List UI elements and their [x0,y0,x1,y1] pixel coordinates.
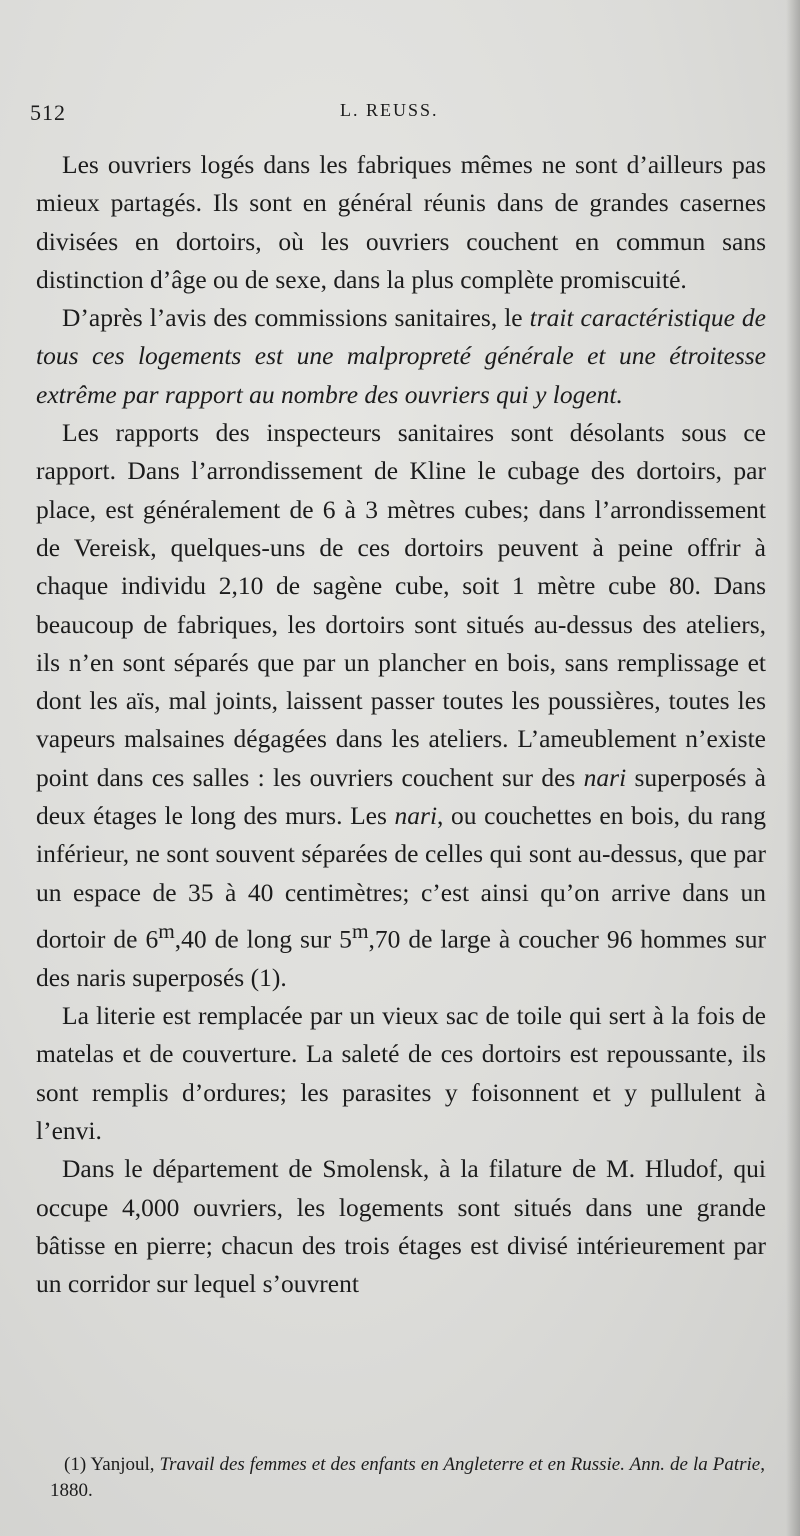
footnote-year: , 1880. [50,1454,765,1501]
running-head [30,100,740,130]
meter-superscript-2: m [351,918,369,943]
nari-term-2: nari [394,801,438,831]
paragraph-1 [36,146,766,299]
paragraph-3-text-d: ,40 de long sur 5 [174,924,352,954]
footnote-marker-author: (1) Yanjoul, [64,1454,160,1475]
nari-term-1: nari [583,762,627,792]
paragraph-3-text-a: Les rapports des inspecteurs sanitaires sont désolants sous ce rapport. Dans l’arrondissement de Kline le cubage des dortoirs, par place, est généralement de 6 à 3 mètres cubes; dans l’arrondissement de Vereisk, quelques-uns de ces dortoirs peuvent à peine offrir à chaque individu 2,10 de sagène cube, soit 1 mètre cube 80. Dans beaucoup de fabriques, les dortoirs sont situés au-dessus des ateliers, ils n’en sont séparés que par un plancher en bois, sans remplissage et dont les aïs, mal joints, laissent passer toutes les poussières, toutes les vapeurs malsaines dégagées dans les ateliers. L’ameublement n’existe point dans ces salles : les ouvriers couchent sur des [36,418,766,792]
paragraph-3-text-e: ,70 de large à coucher 96 hommes sur des naris superposés (1). [36,924,766,992]
page-edge-shadow [786,0,800,1536]
paragraph-3 [36,414,766,997]
running-title: L. REUSS. [340,100,439,120]
footnote-title: Travail des femmes et des enfants en Angleterre et en Russie. Ann. de la Patrie [159,1454,761,1475]
paragraph-2-italic: trait caractéristique de tous ces logements est une malpropreté générale et une étroitesse extrême par rapport au nombre des ouvriers qui y logent. [36,303,766,409]
paragraph-3-text-c: , ou couchettes en bois, du rang inférieur, ne sont souvent séparées de celles qui sont au-dessus, que par un espace de 35 à 40 centimètres; c’est ainsi qu’on arrive dans un dortoir de 6 [36,801,766,954]
meter-superscript-1: m [158,918,175,943]
page-number: 512 [30,100,66,125]
paragraph-4-text: La literie est remplacée par un vieux sac de toile qui sert à la fois de matelas et de couverture. La saleté de ces dortoirs est repoussante, ils sont remplis d’ordures; les parasites y foisonnent et y pullulent à l’envi. [36,1001,766,1145]
paragraph-2 [36,299,766,414]
footnote-text [50,1452,765,1504]
paragraph-5-text: Dans le département de Smolensk, à la filature de M. Hludof, qui occupe 4,000 ouvriers, les logements sont situés dans une grande bâtisse en pierre; chacun des trois étages est divisé intérieurement par un corridor sur lequel s’ouvrent [36,1154,766,1299]
paragraph-2-text: D’après l’avis des commissions sanitaires, le [62,303,530,333]
paragraph-5 [36,1150,766,1303]
paragraph-4 [36,997,766,1150]
paragraph-3-text-b: superposés à deux étages le long des murs. Les [36,762,766,831]
footnote [50,1452,765,1504]
paragraph-1-text: Les ouvriers logés dans les fabriques mêmes ne sont d’ailleurs pas mieux partagés. Ils sont en général réunis dans de grandes casernes divisées en dortoirs, où les ouvriers couchent en commun sans distinction d’âge ou de sexe, dans la plus complète promiscuité. [36,150,766,294]
body-text [36,146,766,1303]
